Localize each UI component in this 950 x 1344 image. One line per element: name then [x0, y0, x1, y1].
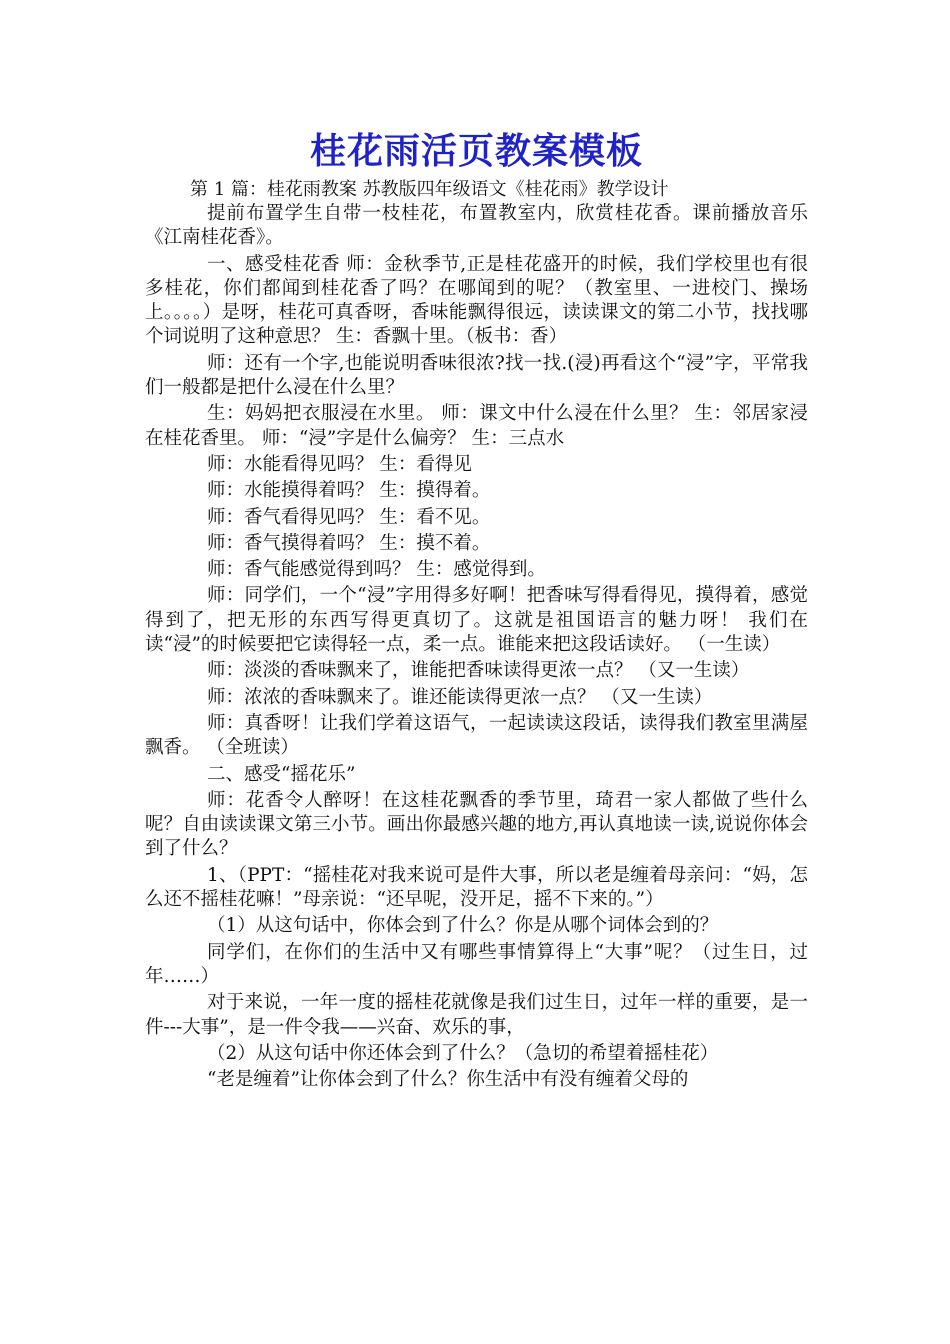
paragraph: 1、（PPT：“摇桂花对我来说可是件大事，所以老是缠着母亲问：“妈，怎么还不摇桂花嘛！”母亲说：“还早呢，没开足，摇不下来的。”） [145, 864, 808, 911]
document-subtitle: 第 1 篇：桂花雨教案 苏教版四年级语文《桂花雨》教学设计 [190, 179, 669, 200]
paragraph: 师：水能看得见吗？ 生：看得见 [207, 453, 472, 475]
paragraph: 师：同学们，一个“浸”字用得多好啊！把香味写得看得见，摸得着，感觉得到了，把无形的东西写得更真切了。这就是祖国语言的魅力呀！ 我们在读“浸”的时候要把它读得轻一点，柔一点。谁能来把这段话读好。 （一生读） [145, 585, 808, 656]
document-body [145, 202, 808, 1092]
paragraph: 对于来说，一年一度的摇桂花就像是我们过生日，过年一样的重要，是一件---大事”，是一件令我——兴奋、欢乐的事， [145, 992, 808, 1038]
section-heading: 二、感受“摇花乐” [207, 763, 356, 785]
paragraph: 师：水能摸得着吗？ 生：摸得着。 [207, 480, 491, 502]
paragraph: 师：还有一个字,也能说明香味很浓?找一找.(浸)再看这个“浸”字，平常我们一般都是把什么浸在什么里？ [145, 352, 808, 399]
paragraph: （2）从这句话中你还体会到了什么？（急切的希望着摇桂花） [207, 1042, 719, 1064]
paragraph: 师：真香呀！让我们学着这语气，一起读读这段话，读得我们教室里满屋飘香。 （全班读） [145, 712, 808, 759]
paragraph: 同学们，在你们的生活中又有哪些事情算得上“大事”呢？（过生日，过年……） [145, 941, 808, 987]
paragraph: 提前布置学生自带一枝桂花，布置教室内，欣赏桂花香。课前播放音乐《江南桂花香》。 [145, 203, 808, 249]
paragraph: 师：淡淡的香味飘来了，谁能把香味读得更浓一点？ （又一生读） [207, 660, 750, 682]
paragraph: 师：香气能感觉得到吗？ 生：感觉得到。 [207, 559, 546, 581]
paragraph: “老是缠着”让你体会到了什么？你生活中有没有缠着父母的 [207, 1069, 689, 1091]
paragraph: 师：香气看得见吗？ 生：看不见。 [207, 506, 491, 528]
paragraph: 师：花香令人醉呀！在这桂花飘香的季节里，琦君一家人都做了些什么呢？自由读读课文第三小节。画出你最感兴趣的地方,再认真地读一读,说说你体会到了什么？ [145, 789, 808, 860]
paragraph: （1）从这句话中，你体会到了什么？你是从哪个词体会到的？ [207, 915, 719, 937]
paragraph: 生：妈妈把衣服浸在水里。 师：课文中什么浸在什么里？ 生：邻居家浸在桂花香里。 师：“浸”字是什么偏旁？ 生：三点水 [145, 403, 808, 449]
paragraph: 师：浓浓的香味飘来了。谁还能读得更浓一点？ （又一生读） [207, 686, 713, 708]
document-title: 桂花雨活页教案模板 [309, 131, 643, 172]
paragraph: 师：香气摸得着吗？ 生：摸不着。 [207, 532, 491, 554]
paragraph: 一、感受桂花香 师：金秋季节,正是桂花盛开的时候，我们学校里也有很多桂花，你们都闻到桂花香了吗？在哪闻到的呢？（教室里、一进校门、操场上。。。。）是呀，桂花可真香呀，香味能飘得很远，读读课文的第二小节，找找哪个词说明了这种意思？ 生：香飘十里。（板书：香） [145, 253, 808, 348]
